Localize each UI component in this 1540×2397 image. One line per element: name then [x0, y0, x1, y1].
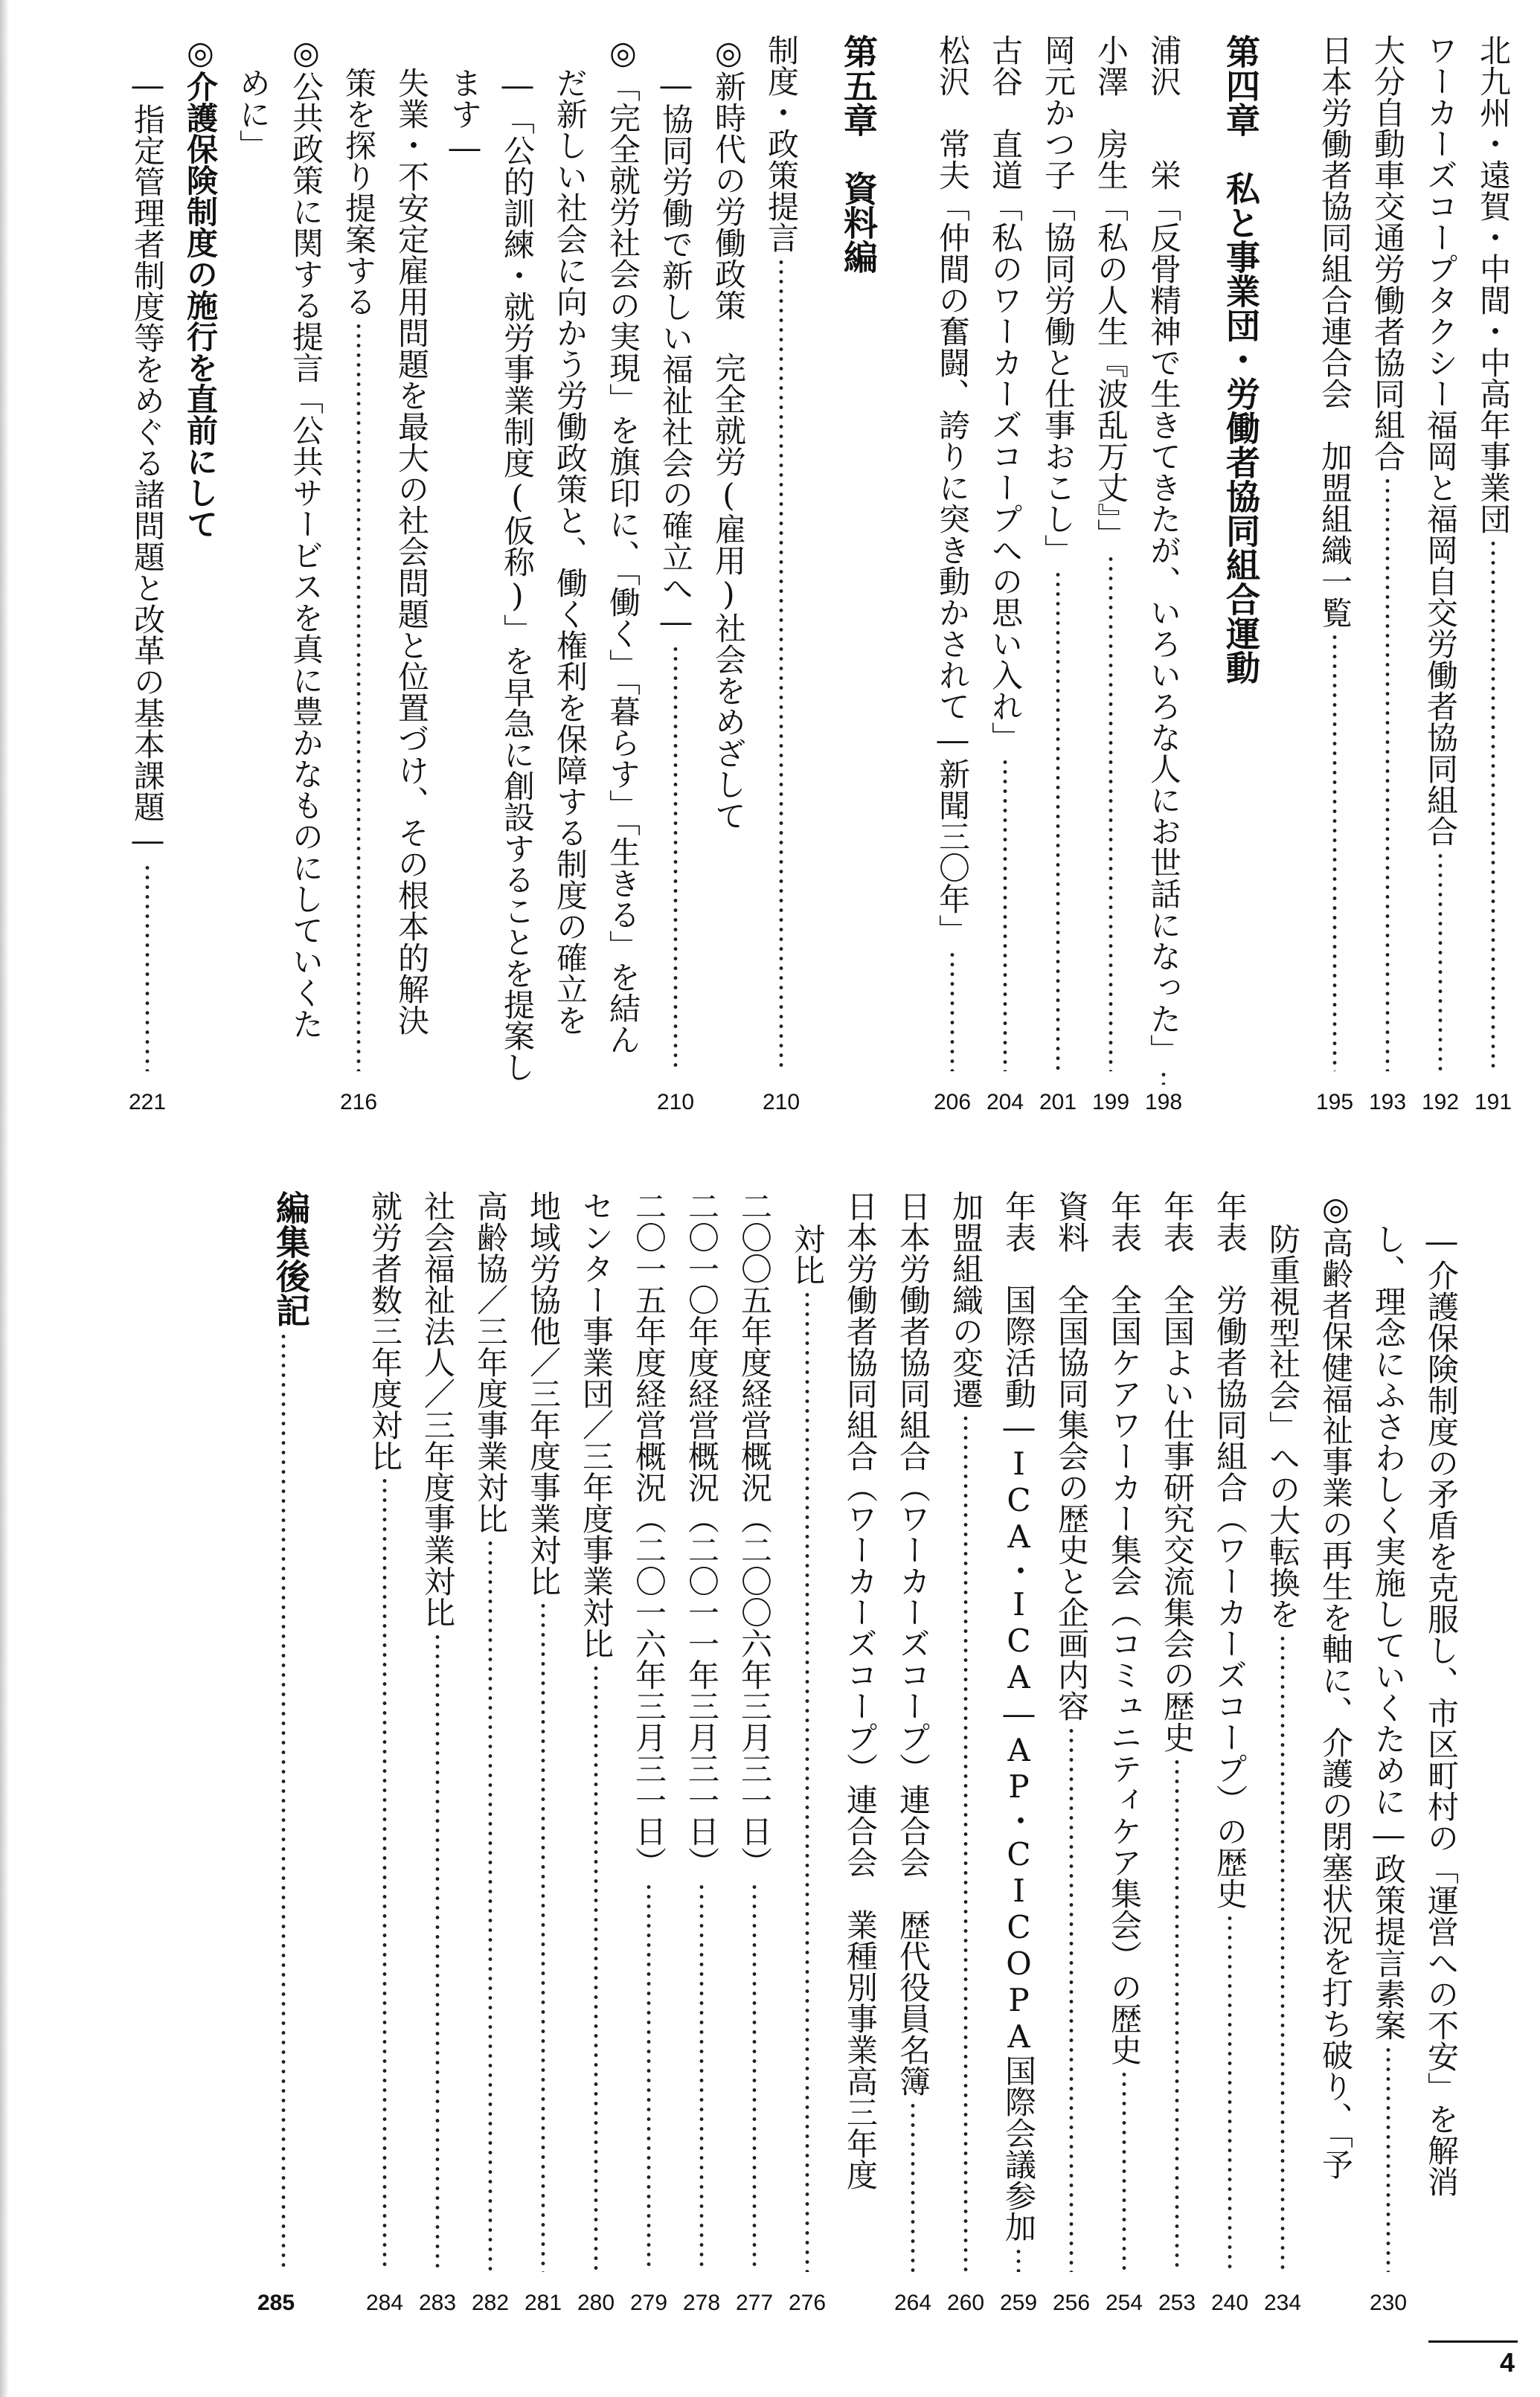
- toc-page-number: 282: [471, 2291, 510, 2315]
- toc-leader-dots: [781, 1290, 833, 2272]
- toc-entry-title: ワーカーズコープタクシー福岡と福岡自交労働者協同組合: [1422, 34, 1459, 847]
- toc-entry[interactable]: [1045, 1190, 1097, 2315]
- toc-entry-title: 二〇〇五年度経営概況（二〇〇六年三月三一日）: [737, 1190, 773, 1878]
- toc-entry-title: ます―: [446, 67, 483, 166]
- toc-page-number: 276: [788, 2291, 827, 2315]
- toc-leader-dots: [1045, 1726, 1097, 2272]
- toc-page-number: 204: [986, 1090, 1024, 1114]
- toc-leader-dots: [887, 2101, 939, 2272]
- toc-entry-title: ◎高齢者保健福祉事業の再生を軸に、介護の閉塞状況を打ち破り、「予: [1318, 1190, 1354, 2180]
- toc-page-number: 201: [1039, 1090, 1077, 1114]
- toc-entry-title: 制度・政策提言: [763, 34, 800, 253]
- toc-leader-dots: [570, 1663, 622, 2272]
- toc-leader-dots: [464, 1538, 516, 2272]
- toc-entry[interactable]: [517, 1190, 569, 2315]
- toc-leader-dots: [359, 1476, 411, 2272]
- toc-leader-dots: [940, 1414, 992, 2272]
- toc-entry[interactable]: [623, 1190, 675, 2315]
- toc-chapter-heading[interactable]: [818, 34, 885, 1076]
- toc-entry-title: 小澤 房生「私の人生『波乱万丈』」: [1093, 34, 1129, 550]
- toc-entry-title: 就労者数三年度対比: [367, 1190, 403, 1472]
- toc-entry-title: 日本労働者協同組合連合会 加盟組織一覧: [1317, 34, 1353, 628]
- toc-page-number: 234: [1263, 2291, 1302, 2315]
- toc-entry[interactable]: [174, 34, 226, 1076]
- toc-entry-title: 資料 全国協同集会の歴史と企画内容: [1053, 1190, 1090, 1721]
- toc-entry[interactable]: [333, 34, 385, 1114]
- binding-shadow: [0, 0, 9, 2397]
- toc-page-number: 216: [339, 1090, 378, 1114]
- toc-entry-title: 第五章 資料編: [838, 34, 879, 274]
- toc-leader-dots: [755, 257, 807, 1071]
- toc-entry-title: 編集後記: [271, 1190, 311, 1327]
- toc-page-number: 210: [762, 1090, 801, 1114]
- toc-entry-title: し、理念にふさわしく実施していくために―政策提言素案: [1370, 1223, 1407, 2041]
- toc-page-number: 281: [524, 2291, 562, 2315]
- toc-entry-title: 年表 労働者協同組合（ワーカーズコープ）の歴史: [1212, 1190, 1248, 1909]
- toc-entry[interactable]: [1032, 34, 1084, 1114]
- toc-entry[interactable]: [1098, 1190, 1150, 2315]
- toc-page-number: 264: [893, 2291, 932, 2315]
- toc-entry-title: ◎介護保険制度の施行を直前にして: [182, 34, 219, 539]
- toc-entry-title: 策を探り提案する: [341, 67, 377, 317]
- toc-page-number: 256: [1052, 2291, 1091, 2315]
- toc-entry-title: 浦沢 栄「反骨精神で生きてきたが、いろいろな人にお世話になった」: [1146, 34, 1182, 1065]
- toc-leader-dots: [250, 1332, 317, 2272]
- toc-leader-dots: [1138, 1070, 1190, 1085]
- toc-leader-dots: [926, 950, 978, 1071]
- toc-page-number: 278: [682, 2291, 721, 2315]
- toc-page-number: 193: [1368, 1090, 1407, 1114]
- toc-entry[interactable]: [702, 34, 754, 1076]
- toc-entry[interactable]: [992, 1190, 1045, 2315]
- toc-entry[interactable]: [1467, 34, 1519, 1114]
- toc-top-block: [121, 34, 1519, 1114]
- toc-entry[interactable]: [385, 34, 437, 1076]
- toc-page-number: 254: [1105, 2291, 1143, 2315]
- toc-leader-dots: [992, 2247, 1045, 2272]
- toc-page-number: 199: [1091, 1090, 1130, 1114]
- toc-page-number: 192: [1421, 1090, 1460, 1114]
- toc-leader-dots: [1361, 476, 1414, 1071]
- toc-page-number: 230: [1369, 2291, 1408, 2315]
- toc-leader-dots: [623, 1882, 675, 2272]
- page-number: 4: [1499, 2347, 1515, 2378]
- toc-leader-dots: [1257, 1634, 1309, 2272]
- toc-entry-title: 地域労協他／三年度事業対比: [525, 1190, 562, 1597]
- toc-leader-dots: [676, 1882, 728, 2272]
- toc-entry-title: 北九州・遠賀・中間・中高年事業団: [1475, 34, 1512, 534]
- toc-leader-dots: [411, 1632, 463, 2272]
- toc-entry[interactable]: [979, 34, 1031, 1114]
- toc-entry-title: センター事業団／三年度事業対比: [578, 1190, 615, 1659]
- toc-entry-title: 年表 全国よい仕事研究交流集会の歴史: [1159, 1190, 1196, 1753]
- toc-entry-title: 社会福祉法人／三年度事業対比: [420, 1190, 456, 1628]
- toc-entry-title: ◎新時代の労働政策 完全就労(雇用)社会をめざして: [710, 34, 747, 831]
- toc-entry[interactable]: [597, 34, 649, 1076]
- toc-entry-title: 防重視型社会」への大転換を: [1265, 1223, 1301, 1629]
- toc-leader-dots: [1362, 2045, 1414, 2272]
- toc-spacer: [896, 34, 925, 1076]
- toc-entry-title: 失業・不安定雇用問題を最大の社会問題と位置づけ、その根本的解決: [394, 67, 430, 1036]
- toc-bottom-block: [240, 1190, 1467, 2315]
- toc-entry-title: 高齢協／三年度事業対比: [472, 1190, 509, 1534]
- toc-entry[interactable]: [464, 1190, 516, 2315]
- toc-entry[interactable]: [1362, 1190, 1414, 2315]
- toc-entry[interactable]: [1414, 34, 1466, 1114]
- toc-spacer: [328, 1190, 358, 2276]
- toc-page-number: 259: [999, 2291, 1038, 2315]
- toc-entry[interactable]: [1361, 34, 1414, 1114]
- toc-entry-title: 対比: [789, 1223, 826, 1286]
- toc-leader-dots: [1098, 2070, 1150, 2272]
- toc-page-number: 210: [656, 1090, 695, 1114]
- toc-leader-dots: [121, 863, 173, 1071]
- toc-entry-title: 加盟組織の変遷: [948, 1190, 984, 1409]
- toc-entry-title: 古谷 直道「私のワーカーズコープへの思い入れ」: [987, 34, 1024, 753]
- toc-entry-title: ―協同労働で新しい福祉社会の確立へ―: [658, 67, 694, 640]
- toc-page-number: 198: [1144, 1090, 1183, 1114]
- toc-entry[interactable]: [121, 34, 173, 1114]
- toc-entry[interactable]: [280, 34, 332, 1076]
- toc-page-number: 280: [577, 2291, 615, 2315]
- toc-entry-title: 日本労働者協同組合（ワーカーズコープ）連合会 業種別事業高三年度: [842, 1190, 879, 2190]
- toc-page-number: 240: [1210, 2291, 1249, 2315]
- toc-entry[interactable]: [887, 1190, 939, 2315]
- toc-leader-dots: [517, 1601, 569, 2272]
- toc-entry[interactable]: [1204, 1190, 1256, 2315]
- toc-page-number: 279: [629, 2291, 668, 2315]
- toc-page-number: 191: [1474, 1090, 1512, 1114]
- toc-entry-title: 二〇一五年度経営概況（二〇一六年三月三一日）: [631, 1190, 667, 1878]
- toc-leader-dots: [728, 1882, 780, 2272]
- toc-entry-title: ―指定管理者制度等をめぐる諸問題と改革の基本課題―: [129, 67, 166, 859]
- toc-entry-title: 二〇一〇年度経営概況（二〇一一年三月三一日）: [684, 1190, 720, 1878]
- toc-page-number: 253: [1158, 2291, 1196, 2315]
- toc-entry-title: 年表 全国ケアワーカー集会（コミュニティケア集会）の歴史: [1106, 1190, 1143, 2065]
- toc-entry[interactable]: [1151, 1190, 1203, 2315]
- toc-entry-title: だ新しい社会に向かう労働政策と、働く権利を保障する制度の確立を: [552, 67, 588, 1036]
- toc-entry[interactable]: [227, 34, 279, 1076]
- toc-entry-title: ―介護保険制度の矛盾を克服し、市区町村の「運営への不安」を解消: [1423, 1223, 1460, 2197]
- toc-entry[interactable]: [834, 1190, 886, 2276]
- toc-entry-title: ◎「完全就労社会の実現」を旗印に、「働く」「暮らす」「生きる」を結ん: [605, 34, 641, 1055]
- toc-entry[interactable]: [676, 1190, 728, 2315]
- toc-entry[interactable]: [728, 1190, 780, 2315]
- toc-entry-title: 大分自動車交通労働者協同組合: [1370, 34, 1406, 472]
- toc-leader-dots: [1032, 570, 1084, 1071]
- toc-leader-dots: [1204, 1913, 1256, 2272]
- toc-entry-title: ◎公共政策に関する提言「公共サービスを真に豊かなものにしていくた: [288, 34, 324, 1039]
- toc-entry-title: めに」: [235, 67, 272, 161]
- toc-leader-dots: [649, 644, 702, 1071]
- toc-entry-title: 第四章 私と事業団・労働者協同組合運動: [1221, 34, 1261, 684]
- toc-page-number: 260: [946, 2291, 985, 2315]
- toc-page-number: 195: [1315, 1090, 1354, 1114]
- toc-entry[interactable]: [1085, 34, 1137, 1114]
- toc-entry[interactable]: [940, 1190, 992, 2315]
- toc-entry-title: ―「公的訓練・就労事業制度(仮称)」を早急に創設することを提案し: [499, 67, 536, 1082]
- toc-entry-title: 年表 国際活動―ICA・ICA―AP・CICOPA国際会議参加: [1001, 1190, 1037, 2242]
- toc-entry[interactable]: [544, 34, 596, 1076]
- toc-entry[interactable]: [649, 34, 702, 1114]
- toc-page-number: 206: [933, 1090, 972, 1114]
- toc-leader-dots: [1151, 1757, 1203, 2272]
- toc-leader-dots: [333, 321, 385, 1071]
- toc-leader-dots: [1414, 851, 1466, 1071]
- page-footer: [1428, 2340, 1518, 2387]
- toc-leader-dots: [979, 757, 1031, 1071]
- toc-spacer: [1278, 34, 1308, 1076]
- toc-entry[interactable]: [1415, 1190, 1467, 2276]
- toc-entry[interactable]: [926, 34, 978, 1114]
- toc-page-number: 283: [418, 2291, 457, 2315]
- toc-entry[interactable]: [755, 34, 807, 1114]
- toc-entry[interactable]: [1309, 34, 1361, 1114]
- toc-entry[interactable]: [438, 34, 490, 1076]
- toc-chapter-heading[interactable]: [1200, 34, 1267, 1076]
- toc-entry[interactable]: [570, 1190, 622, 2315]
- toc-leader-dots: [1467, 539, 1519, 1071]
- toc-page-number: 277: [735, 2291, 774, 2315]
- toc-page-number: 285: [257, 2291, 295, 2315]
- toc-entry[interactable]: [1138, 34, 1190, 1114]
- toc-entry-title: 日本労働者協同組合（ワーカーズコープ）連合会 歴代役員名簿: [895, 1190, 931, 2096]
- toc-entry[interactable]: [491, 34, 543, 1082]
- toc-leader-dots: [1085, 554, 1137, 1071]
- toc-entry[interactable]: [359, 1190, 411, 2315]
- toc-entry-title: 岡元かつ子「協同労働と仕事おこし」: [1040, 34, 1077, 565]
- toc-entry[interactable]: [781, 1190, 833, 2315]
- toc-entry[interactable]: [1309, 1190, 1361, 2276]
- toc-entry-title: 松沢 常夫「仲間の奮闘、誇りに突き動かされて―新聞三〇年」: [934, 34, 971, 946]
- toc-page-number: 284: [365, 2291, 404, 2315]
- toc-page-number: 221: [128, 1090, 167, 1114]
- toc-chapter-heading[interactable]: [250, 1190, 317, 2315]
- toc-entry[interactable]: [411, 1190, 463, 2315]
- toc-entry[interactable]: [1257, 1190, 1309, 2315]
- toc-leader-dots: [1309, 632, 1361, 1071]
